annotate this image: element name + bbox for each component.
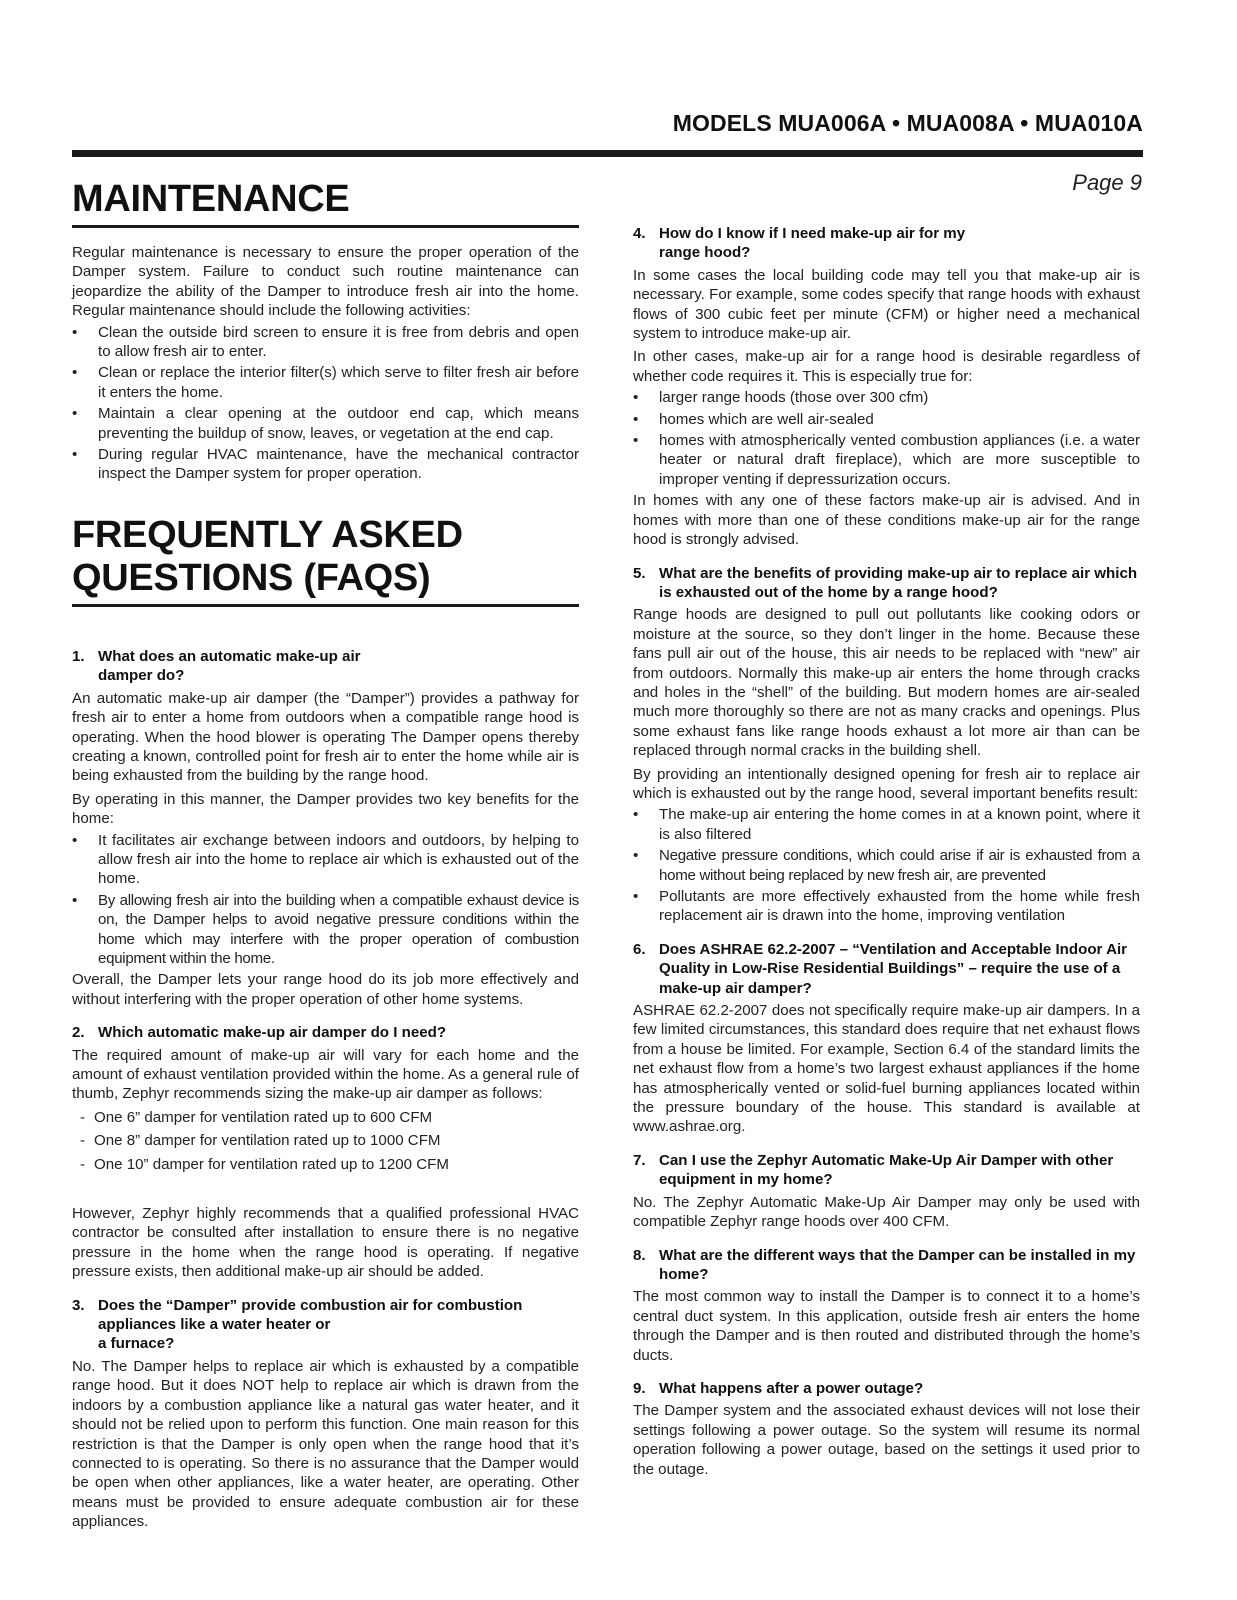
faq-question-9: 9. What happens after a power outage? xyxy=(633,1379,924,1397)
faq-answer-7-p1: No. The Zephyr Automatic Make-Up Air Damper may only be used with compatible Zephyr range hoods over 400 CFM. xyxy=(633,1193,1140,1231)
bullet-icon: • xyxy=(72,446,78,464)
faq-question-4: 4. How do I know if I need make-up air for my range hood? xyxy=(633,225,966,262)
faq-answer-5-list xyxy=(633,805,1140,925)
faq-answer-2-p2: However, Zephyr highly recommends that a qualified professional HVAC contractor be consulted after installation to ensure there is no negative pressure in the home when the range hood is operating. If negative pressure exists, then additional make-up air should be added. xyxy=(72,1205,579,1281)
list-item: • larger range hoods (those over 300 cfm) xyxy=(633,389,929,407)
faq-answer-8-p1: The most common way to install the Damper is to connect it to a home’s central duct system. In this application, outside fresh air enters the home through the Damper and is then routed and distributed through the home’s ducts. xyxy=(633,1288,1140,1364)
list-item: • Pollutants are more effectively exhausted from the home while fresh replacement air is drawn into the home, improving ventilation xyxy=(633,888,1140,925)
bullet-icon: • xyxy=(72,891,78,909)
bullet-icon: • xyxy=(633,389,639,407)
faq-answer-9-p1: The Damper system and the associated exhaust devices will not lose their settings following a power outage. So the system will resume its normal operation following a power outage, based on the settings it used prior to the outage. xyxy=(633,1402,1140,1478)
faq-title-line1: FREQUENTLY ASKED xyxy=(72,513,463,556)
list-item: • It facilitates air exchange between indoors and outdoors, by helping to allow fresh air into the home to replace air which is exhausted out of the home. xyxy=(72,831,579,888)
header-rule xyxy=(72,150,1143,157)
faq-answer-4-list xyxy=(633,388,1140,489)
list-item: • Clean or replace the interior filter(s) which serve to filter fresh air before it enters the home. xyxy=(72,364,579,401)
bullet-icon: • xyxy=(633,847,639,865)
page-number: Page 9 xyxy=(1072,170,1142,195)
bullet-icon: • xyxy=(72,364,78,382)
faq-answer-1-p2: By operating in this manner, the Damper provides two key benefits for the home: xyxy=(72,790,579,828)
faq-question-3: 3. Does the “Damper” provide combustion air for combustion appliances like a water heater or a furnace? xyxy=(72,1296,523,1353)
maintenance-list xyxy=(72,323,579,484)
maintenance-intro: Regular maintenance is necessary to ensure the proper operation of the Damper system. Failure to conduct such routine maintenance can jeopardize the ability of the Damper to introduce fresh air into the home. Regular maintenance should include the following activities: xyxy=(72,244,579,320)
faq-answer-4-p1: In some cases the local building code may tell you that make-up air is necessary. For example, some codes specify that range hoods with exhaust flows of 300 cubic feet per minute (CFM) or higher need a mechanical system to introduce make-up air. xyxy=(633,266,1140,343)
faq-answer-1-p1: An automatic make-up air damper (the “Damper”) provides a pathway for fresh air to enter a home from outdoors when a compatible range hood is operating. When the hood blower is operating The Damper opens thereby creating a known, controlled point for fresh air to enter the home while air is being exhausted from the building by the range hood. xyxy=(72,689,579,785)
faq-answer-1-list xyxy=(72,831,579,969)
list-item: - One 8” damper for ventilation rated up to 1000 CFM xyxy=(80,1132,441,1150)
models-header: MODELS MUA006A • MUA008A • MUA010A xyxy=(672,110,1143,136)
faq-title-rule xyxy=(72,604,579,607)
right-column xyxy=(633,224,1140,1479)
list-item: • Maintain a clear opening at the outdoor end cap, which means preventing the buildup of snow, leaves, or vegetation at the end cap. xyxy=(72,405,579,442)
faq-question-7: 7. Can I use the Zephyr Automatic Make-Up Air Damper with other equipment in my home? xyxy=(633,1151,1114,1189)
faq-question-5: 5. What are the benefits of providing make-up air to replace air which is exhausted out of the home by a range hood? xyxy=(633,564,1138,601)
faq-question-1: 1. What does an automatic make-up air damper do? xyxy=(72,647,361,685)
left-column xyxy=(72,178,579,1532)
bullet-icon: • xyxy=(72,831,78,849)
faq-answer-6-p1: ASHRAE 62.2-2007 does not specifically require make-up air dampers. In a few limited circumstances, this standard does require that net exhaust flows from a house be limited. For example, Section 6.4 of the standard limits the net exhaust flow from a home’s two largest exhaust appliances if the home has atmospherically vented or solid-fuel burning appliances located within the pressure boundary of the house. This standard is available at www.ashrae.org. xyxy=(633,1002,1140,1136)
list-item: • The make-up air entering the home comes in at a known point, where it is also filtered xyxy=(633,806,1140,843)
faq-answer-4-p3: In homes with any one of these factors make-up air is advised. And in homes with more than one of these conditions make-up air for the range hood is strongly advised. xyxy=(633,492,1140,549)
maintenance-title: MAINTENANCE xyxy=(72,178,350,220)
damper-size-list xyxy=(72,1108,579,1174)
faq-title-line2: QUESTIONS (FAQS) xyxy=(72,556,431,599)
list-item: • By allowing fresh air into the building when a compatible exhaust device is on, the Damper helps to avoid negative pressure conditions within the home which may interfere with the proper operation of combustion equipment within the home. xyxy=(72,891,579,967)
faq-title xyxy=(72,514,579,600)
list-item: • During regular HVAC maintenance, have the mechanical contractor inspect the Damper system for proper operation. xyxy=(72,446,579,483)
faq-question-2: 2. Which automatic make-up air damper do I need? xyxy=(72,1024,447,1042)
faq-answer-5-p2: By providing an intentionally designed opening for fresh air to replace air which is exhausted out by the range hood, several important benefits result: xyxy=(633,765,1140,802)
bullet-icon: • xyxy=(72,323,78,341)
bullet-icon: • xyxy=(633,410,639,428)
list-item: - One 10” damper for ventilation rated up to 1200 CFM xyxy=(80,1155,449,1173)
faq-question-8: 8. What are the different ways that the Damper can be installed in my home? xyxy=(633,1246,1136,1283)
list-item: • homes with atmospherically vented combustion appliances (i.e. a water heater or natural draft fireplace), which are more susceptible to improper venting if depressurization occurs. xyxy=(633,432,1140,488)
bullet-icon: • xyxy=(72,405,78,423)
faq-answer-4-p2: In other cases, make-up air for a range hood is desirable regardless of whether code requires it. This is especially true for: xyxy=(633,348,1140,385)
list-item: • Clean the outside bird screen to ensure it is free from debris and open to allow fresh air to enter. xyxy=(72,323,579,361)
faq-question-6: 6. Does ASHRAE 62.2-2007 – “Ventilation and Acceptable Indoor Air Quality in Low-Rise Residential Buildings” – require the use of a make-up air damper? xyxy=(633,940,1128,997)
faq-answer-2-p1: The required amount of make-up air will vary for each home and the amount of exhaust ventilation provided within the home. As a general rule of thumb, Zephyr recommends sizing the make-up air damper as follows: xyxy=(72,1046,579,1103)
faq-answer-1-p3: Overall, the Damper lets your range hood do its job more effectively and without interfering with the proper operation of other home systems. xyxy=(72,971,579,1008)
bullet-icon: • xyxy=(633,432,639,450)
list-item: • Negative pressure conditions, which could arise if air is exhausted from a home without being replaced by new fresh air, are prevented xyxy=(633,847,1140,884)
faq-answer-5-p1: Range hoods are designed to pull out pollutants like cooking odors or moisture at the source, so they don’t linger in the home. Because these fans pull air out of the house, this air needs to be replaced with “new” air from outdoors. Normally this make-up air enters the home through cracks and holes in the “shell” of the building. But modern homes are air-sealed much more thoroughly so there are not as many cracks and openings. Plus some exhaust fans like range hoods exhaust a lot more air than can be replaced through normal cracks in the building shell. xyxy=(633,606,1140,760)
bullet-icon: • xyxy=(633,888,639,905)
bullet-icon: • xyxy=(633,806,639,824)
maintenance-title-rule xyxy=(72,225,579,228)
list-item: • homes which are well air-sealed xyxy=(633,410,874,428)
list-item: - One 6” damper for ventilation rated up to 600 CFM xyxy=(80,1108,433,1126)
faq-answer-3-p1: No. The Damper helps to replace air which is exhausted by a compatible range hood. But it does NOT help to replace air which is drawn from the indoors by a combustion appliance like a natural gas water heater, and it should not be relied upon to perform this function. One main reason for this restriction is that the Damper is only open when the range hood that it’s connected to is operating. So there is no assurance that the Damper would be open when other appliances, like a water heater, are operating. Other means must be provided to ensure adequate combustion air for these appliances. xyxy=(72,1357,579,1531)
